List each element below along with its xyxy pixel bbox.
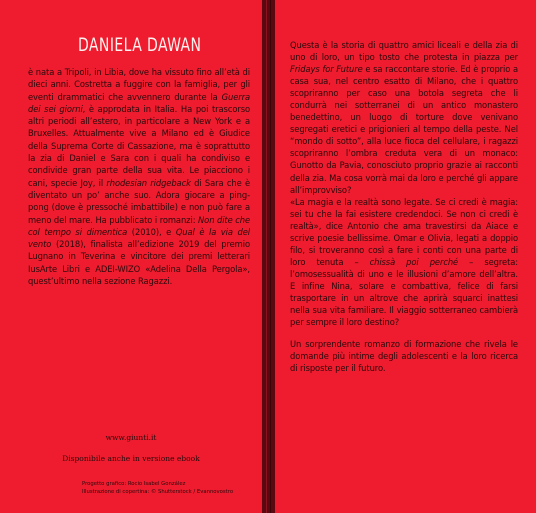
text-run: e sa raccontare storie. Ed è proprio a casa sua, nel centro esatto di Milano, che i quattro scopriranno per caso una botola segreta che li condurrà nei sotterranei di un antico monastero benedettino, un luogo di torture dove venivano segregati eretici e prigionieri al tempo della peste. Nel “mondo di sotto”, alla luce fioca del cellulare, i ragazzi scopriranno l’ombra creduta vera di un monaco: Gunotto da Pavia, conosciuto proprio grazie ai racconti della zia. Ma cosa vorrà mai da loro e perché gli appare all’improvviso?: [290, 64, 519, 195]
author-bio: [28, 66, 250, 287]
text-run: è nata a Tripoli, in Libia, dove ha vissuto fino all’età di dieci anni. Costretta a fuggire con la famiglia, per gli eventi drammatici che avvennero durante la: [28, 67, 250, 102]
text-run: – segreta: l’omosessualità di uno e le illusioni d’amore dell’altra. E infine Nina, solare e combattiva, felice di farsi trasportare in un altrove che aprirà squarci inattesi nella sua vita familiare. Il viaggio sotterraneo cambierà per sempre il loro destino?: [290, 256, 519, 328]
spine-shadow-line: [270, 0, 271, 513]
italic-text-run: Fridays for Future: [290, 64, 363, 75]
italic-text-run: Non dite che col tempo si dimentica: [28, 214, 251, 237]
synopsis-paragraph: [290, 39, 518, 196]
back-cover-right-flap: [275, 0, 536, 513]
publisher-website: www.giunti.it: [105, 433, 157, 442]
credit-design: Progetto grafico: Rocio Isabel González: [82, 481, 186, 487]
ebook-availability-note: Disponibile anche in versione ebook: [62, 454, 200, 463]
italic-text-run: Guerra dei sei giorni: [28, 91, 250, 114]
book-synopsis: [290, 39, 518, 384]
author-name: DANIELA DAWAN: [78, 34, 202, 56]
synopsis-paragraph: [290, 196, 518, 329]
text-run: (2018), finalista all’edizione 2019 del premio Lugnano in Teverina e vincitore dei premi letterari IusArte Libri e ADEI-WIZO «Adelina Della Pergola», quest’ultimo nella sezione Ragazzi.: [28, 239, 250, 287]
italic-text-run: rhodesian ridgeback: [106, 177, 191, 188]
text-run: , è approdata in Italia. Ha poi trascorso altri periodi all’estero, in particolare a New York e a Bruxelles. Attualmente vive a Milano ed è Giudice della Suprema Corte di Cassazione, ma è soprattutto la zia di Daniel e Sara con i quali ha condiviso e condivide gran parte della sua vita. Le piacciono i cani, specie Joy, il: [28, 103, 250, 188]
italic-text-run: Qual è la via del vento: [28, 226, 250, 250]
back-cover-left-flap: [0, 0, 262, 513]
text-run: (2010), e: [127, 226, 176, 237]
text-run: «La magia e la realtà sono legate. Se ci credi è magia: sei tu che la fai esistere credendoci. Se non ci credi è realtà», dice Antonio che ama travestirsi da Aiace e scrive poesie bellissime. Omar e Olivia, legati a doppio filo, si troveranno così a fare i conti con una parte di loro tenuta –: [290, 196, 518, 267]
spine-highlight-line: [266, 0, 267, 513]
author-bio-text: [28, 66, 250, 287]
text-run: Un sorprendente romanzo di formazione che rivela le domande più intime degli adolescenti e la loro ricerca di risposte per il futuro.: [290, 339, 518, 374]
text-run: Questa è la storia di quattro amici liceali e della zia di uno di loro, un tipo tosto che protesta in piazza per: [290, 40, 518, 63]
synopsis-paragraph: [290, 338, 518, 374]
italic-text-run: chissà poi perché: [369, 256, 459, 267]
cover-credits: [82, 481, 233, 496]
credit-illustration: Illustrazione di copertina: © Shutterstock / Evannovostro: [82, 488, 234, 495]
book-spine: [262, 0, 275, 513]
text-run: di Sara che è diventato un po’ anche suo. Adora giocare a ping-pong (dove è pressoché imbattibile) e non può fare a meno del mare. Ha pubblicato i romanzi:: [28, 177, 250, 225]
